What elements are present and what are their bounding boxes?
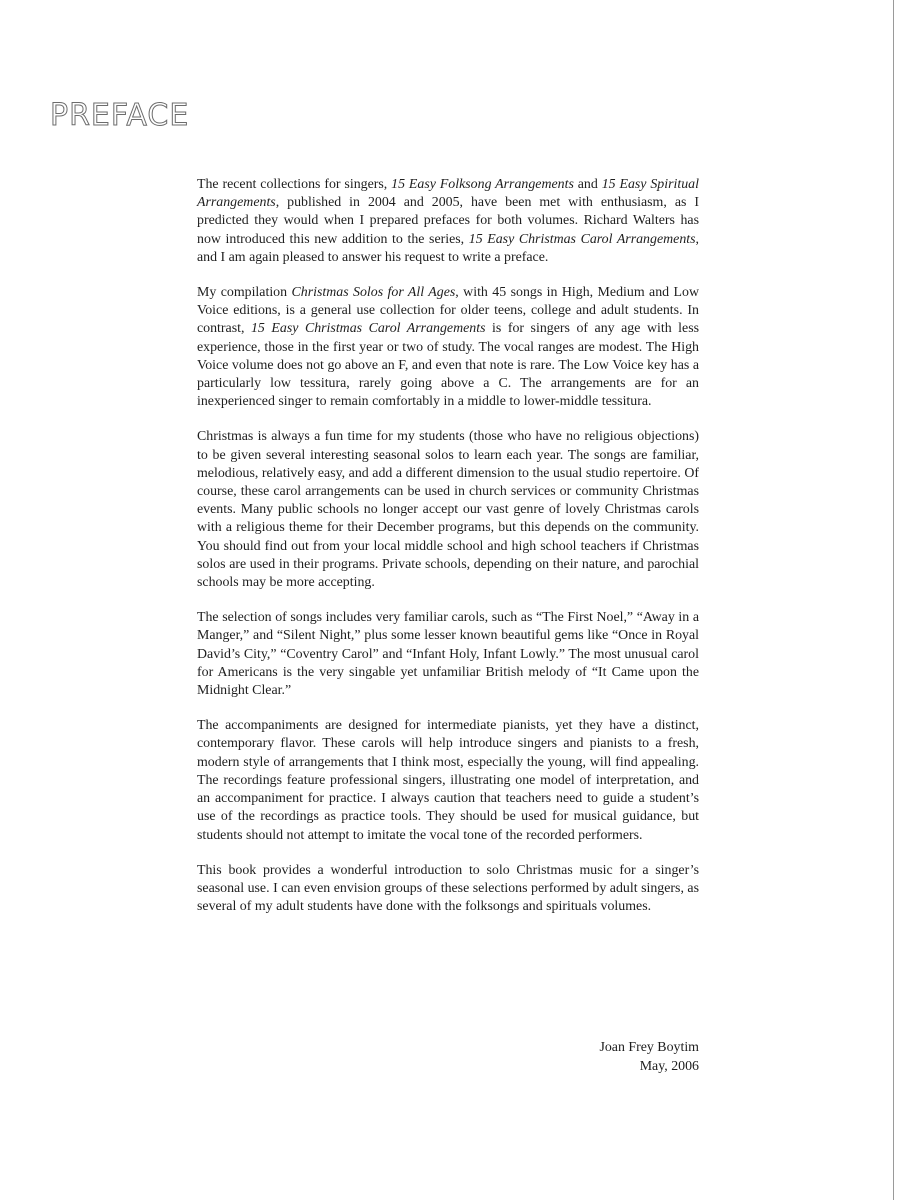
body-paragraph [197, 428, 699, 592]
text-run: , and I am again pleased to answer his request to write a preface. [197, 231, 700, 265]
signature-block [520, 1039, 699, 1076]
book-title: 15 Easy Folksong Arrangements [391, 177, 574, 192]
text-run: The recent collections for singers, [197, 177, 392, 192]
body-paragraph [197, 176, 699, 267]
text-run: is for singers of any age with less experience, those in the first year or two of study. The vocal ranges are modest. The High Voice volume does not go above an F, and even that note is rare. The Low Voice key has a particularly low tessitura, rarely going above a C. The arrangements are for an inexperienced singer to remain comfortably in a middle to lower-middle tessitura. [197, 321, 700, 410]
text-run: and [573, 177, 602, 192]
body-paragraph [197, 284, 699, 411]
book-title: 15 Easy Christmas Carol Arrangements [250, 321, 486, 337]
text-run: , published in 2004 and 2005, have been met with enthusiasm, as I predicted they would when I prepared prefaces for both volumes. Richard Walters has now introduced this new addition to the series, [197, 195, 699, 247]
text-run: , with 45 songs in High, Medium and Low Voice editions, is a general use collection for older teens, college and adult students. In contrast, [197, 285, 699, 337]
text-run: This book provides a wonderful introduction to solo Christmas music for a singer’s seasonal use. I can even envision groups of these selections performed by adult singers, as several of my adult students have done with the folksongs and spirituals volumes. [197, 862, 699, 915]
page-title: PREFACE [50, 98, 190, 133]
signature-name: Joan Frey Boytim [599, 1040, 699, 1055]
body-paragraph [197, 717, 699, 844]
text-run: Christmas is always a fun time for my students (those who have no religious objections) to be given several interesting seasonal solos to learn each year. The songs are familiar, melodious, relatively easy, and add a different dimension to the usual studio repertoire. Of course, these carol arrangements can be used in church services or community Christmas events. Many public schools no longer accept our vast genre of lovely Christmas carols with a religious theme for their December programs, but this depends on the community. You should find out from your local middle school and high school teachers if Christmas solos are used in their programs. Private schools, depending on their nature, and parochial schools may be more accepting. [197, 429, 699, 591]
preface-body [197, 176, 699, 933]
body-paragraph [197, 862, 699, 917]
text-run: The selection of songs includes very familiar carols, such as “The First Noel,” “Away in a Manger,” and “Silent Night,” plus some lesser known beautiful gems like “Once in Royal David’s City,” “Coventry Carol” and “Infant Holy, Infant Lowly.” The most unusual carol for Americans is the very singable yet unfamiliar British melody of “It Came upon the Midnight Clear.” [197, 610, 699, 699]
book-title: 15 Easy Spiritual Arrangements [197, 177, 699, 211]
text-run: My compilation [197, 285, 292, 301]
book-title: Christmas Solos for All Ages [291, 285, 456, 301]
signature-date: May, 2006 [639, 1058, 699, 1074]
text-run: The accompaniments are designed for intermediate pianists, yet they have a distinct, contemporary flavor. These carols will help introduce singers and pianists to a fresh, modern style of arrangements that I think most, especially the young, will find appealing. The recordings feature professional singers, illustrating one model of interpretation, and an accompaniment for practice. I always caution that teachers need to guide a student’s use of the recordings as practice tools. They should be used for musical guidance, but students should not attempt to imitate the vocal tone of the recorded performers. [197, 718, 699, 843]
book-title: 15 Easy Christmas Carol Arrangements [468, 231, 696, 247]
body-paragraph [197, 609, 699, 700]
